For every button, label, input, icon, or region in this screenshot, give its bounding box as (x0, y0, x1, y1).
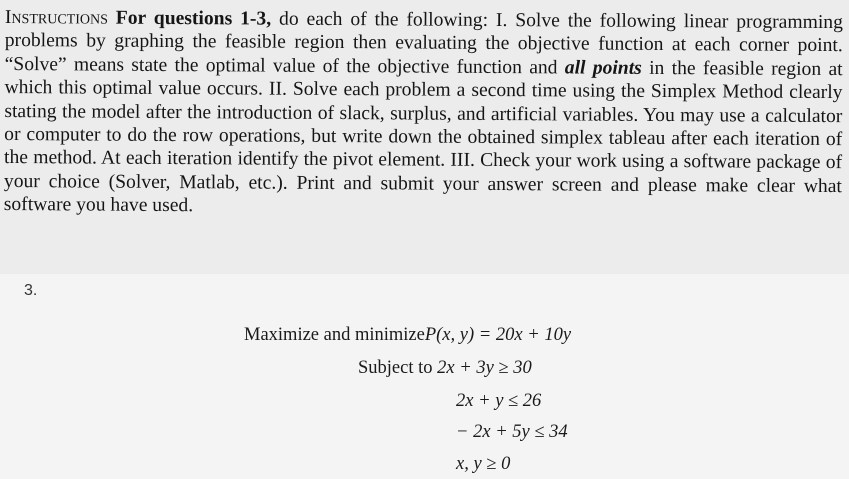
nonnegativity-constraint: x, y ≥ 0 (456, 454, 511, 474)
problem-3-panel (0, 274, 849, 479)
constraint-1: 2x + 3y ≥ 30 (437, 358, 532, 378)
constraint-line-1 (358, 358, 532, 379)
objective-expression: P(x, y) = 20x + 10y (424, 325, 572, 345)
all-points-emphasis: all points (564, 57, 642, 79)
instructions-heading (5, 7, 271, 30)
instructions-label: Instructions (4, 6, 108, 29)
instructions-paragraph (4, 6, 843, 222)
subject-to-label: Subject to (358, 358, 433, 378)
instructions-text-part-1: do each of the following: I. Solve the following linear programming problems by graphing the feasible region then evaluating the objective function at each corner point. “Solve” means state the optimal value of the objective function and (4, 8, 843, 79)
objective-function (244, 325, 571, 346)
constraint-2: 2x + y ≤ 26 (456, 391, 542, 411)
questions-range-label: For questions 1-3, (107, 7, 272, 30)
constraint-3: − 2x + 5y ≤ 34 (456, 422, 568, 442)
instructions-text-part-2: in the feasible region at which this optimal value occurs. II. Solve each problem a second time using the Simplex Method clearly stating the model after the introduction of slack, surplus, and artificial variables. You may use a calculator or computer to do the row operations, but write down the obtained simplex tableau after each iteration of the method. At each iteration identify the pivot element. III. Check your work using a software package of your choice (Solver, Matlab, etc.). Print and submit your answer screen and please make clear what software you have used. (3, 57, 843, 217)
objective-prefix: Maximize and minimize (244, 325, 425, 345)
problem-number: 3. (24, 282, 38, 299)
